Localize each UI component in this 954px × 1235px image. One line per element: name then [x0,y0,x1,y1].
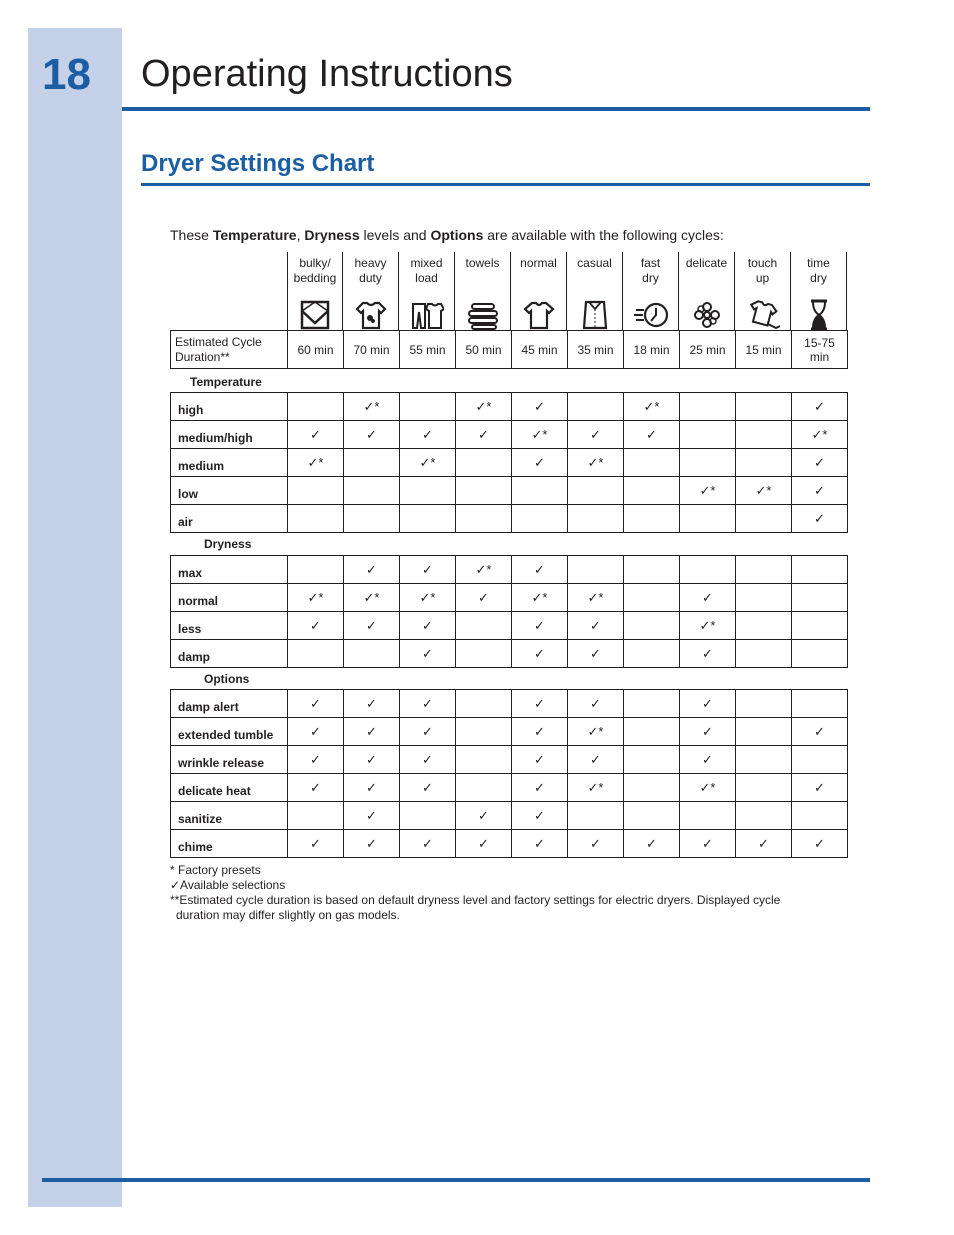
cycle-name: time dry [807,256,830,285]
footnote-duration: **Estimated cycle duration is based on default dryness level and factory settings for electric dryers. Displayed cycle [170,893,781,907]
availability-cell [624,505,680,533]
availability-cell [288,556,344,584]
availability-cell: ✓ [288,718,344,746]
availability-cell: ✓* [624,393,680,421]
availability-cell: ✓ [512,774,568,802]
availability-cell: ✓ [344,612,400,640]
availability-cell: ✓ [344,746,400,774]
option-row [171,802,848,830]
availability-cell [736,774,792,802]
cycle-column-header [343,252,399,330]
temperature-label: Temperature [190,375,262,389]
availability-cell: ✓ [288,612,344,640]
cycle-column-header [287,252,343,330]
availability-cell [344,505,400,533]
availability-cell: ✓ [400,746,456,774]
availability-cell [400,477,456,505]
availability-cell: ✓ [288,774,344,802]
availability-cell: ✓ [344,802,400,830]
availability-cell [456,690,512,718]
availability-cell: ✓ [512,612,568,640]
availability-cell [624,802,680,830]
availability-cell [568,802,624,830]
availability-cell [288,393,344,421]
dryness-row-label: less [171,612,288,640]
availability-cell: ✓ [400,612,456,640]
availability-cell [624,690,680,718]
availability-cell: ✓* [568,584,624,612]
dryness-table [170,555,848,668]
duration-cell: 70 min [344,331,400,369]
footnote-available: ✓Available selections [170,878,286,892]
option-row-label: sanitize [171,802,288,830]
availability-cell: ✓* [792,421,848,449]
duration-cell: 60 min [288,331,344,369]
availability-cell: ✓ [288,421,344,449]
availability-cell [400,393,456,421]
availability-cell: ✓ [568,690,624,718]
availability-cell [792,690,848,718]
availability-cell: ✓ [512,449,568,477]
availability-cell: ✓ [344,830,400,858]
cycle-column-header [791,252,847,330]
availability-cell: ✓ [288,830,344,858]
footnote-factory-presets: * Factory presets [170,863,261,877]
duration-row [171,331,848,369]
availability-cell [456,640,512,668]
availability-cell [736,556,792,584]
cycle-name: heavy duty [354,256,387,285]
cycle-name: bulky/ bedding [293,256,337,285]
availability-cell: ✓ [512,718,568,746]
availability-cell [456,449,512,477]
availability-cell [512,477,568,505]
duration-cell: 18 min [624,331,680,369]
dryness-row-label: max [171,556,288,584]
availability-cell: ✓* [680,477,736,505]
availability-cell: ✓* [456,393,512,421]
availability-cell: ✓ [512,556,568,584]
availability-cell [344,449,400,477]
availability-cell [736,421,792,449]
availability-cell [792,584,848,612]
availability-cell: ✓ [400,718,456,746]
availability-cell: ✓* [288,584,344,612]
options-table [170,689,848,858]
availability-cell [344,640,400,668]
availability-cell [400,802,456,830]
option-row [171,830,848,858]
availability-cell: ✓* [400,584,456,612]
availability-cell [568,393,624,421]
availability-cell: ✓ [512,690,568,718]
section-rule [141,183,870,186]
option-row-label: wrinkle release [171,746,288,774]
temperature-row-label: medium [171,449,288,477]
temperature-row-label: air [171,505,288,533]
availability-cell: ✓ [512,830,568,858]
availability-cell: ✓ [288,746,344,774]
option-row [171,718,848,746]
availability-cell: ✓ [344,690,400,718]
dryness-row [171,612,848,640]
cycle-column-header [455,252,511,330]
availability-cell [456,612,512,640]
option-row [171,746,848,774]
availability-cell: ✓ [680,830,736,858]
availability-cell [624,556,680,584]
availability-cell: ✓ [568,612,624,640]
option-row-label: chime [171,830,288,858]
availability-cell: ✓ [512,802,568,830]
dryness-row [171,584,848,612]
temperature-row-label: medium/high [171,421,288,449]
duration-cell: 25 min [680,331,736,369]
availability-cell [624,612,680,640]
dryness-label: Dryness [204,537,252,551]
availability-cell: ✓ [400,556,456,584]
duration-cell: 50 min [456,331,512,369]
cycle-column-header [511,252,567,330]
cycle-name: delicate [685,256,728,270]
availability-cell: ✓ [456,802,512,830]
cycle-name: normal [520,256,557,270]
availability-cell [680,505,736,533]
option-row-label: extended tumble [171,718,288,746]
availability-cell [624,477,680,505]
dryness-row-label: normal [171,584,288,612]
availability-cell [736,449,792,477]
availability-cell [456,746,512,774]
availability-cell: ✓ [512,746,568,774]
availability-cell: ✓ [400,690,456,718]
availability-cell [680,802,736,830]
availability-cell: ✓ [400,421,456,449]
availability-cell: ✓* [400,449,456,477]
availability-cell [736,718,792,746]
availability-cell: ✓* [456,556,512,584]
availability-cell: ✓ [736,830,792,858]
cycle-column-header [623,252,679,330]
temperature-table [170,392,848,533]
availability-cell: ✓ [680,746,736,774]
availability-cell [792,802,848,830]
cycle-column-header [735,252,791,330]
availability-cell: ✓ [456,830,512,858]
section-title: Dryer Settings Chart [141,150,375,177]
availability-cell [624,584,680,612]
availability-cell: ✓ [344,718,400,746]
availability-cell: ✓ [568,421,624,449]
cycle-name: fast dry [640,256,661,285]
availability-cell: ✓* [512,421,568,449]
temperature-row [171,393,848,421]
option-row-label: damp alert [171,690,288,718]
availability-cell [288,477,344,505]
availability-cell [792,640,848,668]
availability-cell [736,612,792,640]
availability-cell [736,505,792,533]
duration-label: Estimated Cycle Duration** [171,331,288,369]
availability-cell [288,640,344,668]
availability-cell: ✓ [344,421,400,449]
availability-cell: ✓ [624,421,680,449]
availability-cell: ✓ [792,830,848,858]
availability-cell [456,774,512,802]
cycle-column-header [679,252,735,330]
availability-cell: ✓ [400,774,456,802]
availability-cell: ✓* [568,774,624,802]
availability-cell: ✓ [568,830,624,858]
availability-cell [288,802,344,830]
availability-cell [624,718,680,746]
availability-cell: ✓ [680,584,736,612]
availability-cell: ✓ [792,774,848,802]
option-row [171,774,848,802]
availability-cell: ✓ [456,584,512,612]
availability-cell: ✓* [680,612,736,640]
dryness-row [171,640,848,668]
availability-cell [680,393,736,421]
availability-cell [792,612,848,640]
page-title: Operating Instructions [141,53,513,95]
availability-cell: ✓ [568,640,624,668]
duration-cell: 15 min [736,331,792,369]
footnotes [170,863,780,923]
footnote-duration-cont: duration may differ slightly on gas models. [176,908,400,922]
availability-cell: ✓* [344,584,400,612]
dryness-row [171,556,848,584]
availability-cell [624,774,680,802]
availability-cell [792,746,848,774]
availability-cell: ✓ [792,393,848,421]
availability-cell: ✓ [680,690,736,718]
availability-cell [456,718,512,746]
availability-cell: ✓ [288,690,344,718]
availability-cell: ✓ [512,393,568,421]
duration-cell: 15-75 min [792,331,848,369]
availability-cell [512,505,568,533]
availability-cell: ✓ [456,421,512,449]
availability-cell [792,556,848,584]
availability-cell [680,449,736,477]
availability-cell: ✓ [624,830,680,858]
availability-cell: ✓* [568,449,624,477]
cycle-name: casual [577,256,612,270]
availability-cell [736,802,792,830]
duration-cell: 35 min [568,331,624,369]
cycle-column-header [567,252,623,330]
duration-cell: 45 min [512,331,568,369]
page-number: 18 [42,50,91,99]
temperature-row [171,505,848,533]
temperature-row-label: high [171,393,288,421]
availability-cell [736,690,792,718]
temperature-row [171,449,848,477]
availability-cell: ✓ [792,718,848,746]
availability-cell [288,505,344,533]
availability-cell [680,421,736,449]
availability-cell [568,556,624,584]
temperature-row-label: low [171,477,288,505]
availability-cell [456,477,512,505]
availability-cell: ✓ [400,830,456,858]
availability-cell: ✓ [344,774,400,802]
availability-cell [736,746,792,774]
availability-cell [736,393,792,421]
availability-cell [400,505,456,533]
duration-table [170,330,848,369]
availability-cell [624,640,680,668]
side-band [28,28,122,1207]
dryness-row-label: damp [171,640,288,668]
availability-cell: ✓ [568,746,624,774]
availability-cell [568,477,624,505]
availability-cell [736,584,792,612]
cycle-name: touch up [747,256,778,285]
temperature-row [171,421,848,449]
cycle-name: mixed load [410,256,443,285]
availability-cell [568,505,624,533]
cycle-name: towels [465,256,500,270]
availability-cell: ✓ [792,449,848,477]
temperature-row [171,477,848,505]
option-row-label: delicate heat [171,774,288,802]
header-rule [122,107,870,111]
availability-cell [680,556,736,584]
option-row [171,690,848,718]
availability-cell: ✓ [512,640,568,668]
availability-cell [344,477,400,505]
availability-cell: ✓* [568,718,624,746]
availability-cell: ✓ [344,556,400,584]
footer-rule [42,1178,870,1182]
availability-cell: ✓ [680,640,736,668]
availability-cell: ✓* [344,393,400,421]
availability-cell: ✓* [736,477,792,505]
availability-cell [624,449,680,477]
availability-cell [456,505,512,533]
intro-text: These Temperature, Dryness levels and Options are available with the following cycles: [170,227,724,243]
options-label: Options [204,672,250,686]
duration-cell: 55 min [400,331,456,369]
availability-cell: ✓* [288,449,344,477]
availability-cell: ✓ [400,640,456,668]
cycle-column-header [399,252,455,330]
availability-cell: ✓ [792,477,848,505]
availability-cell: ✓* [512,584,568,612]
availability-cell: ✓* [680,774,736,802]
availability-cell [624,746,680,774]
availability-cell: ✓ [792,505,848,533]
availability-cell: ✓ [680,718,736,746]
availability-cell [736,640,792,668]
